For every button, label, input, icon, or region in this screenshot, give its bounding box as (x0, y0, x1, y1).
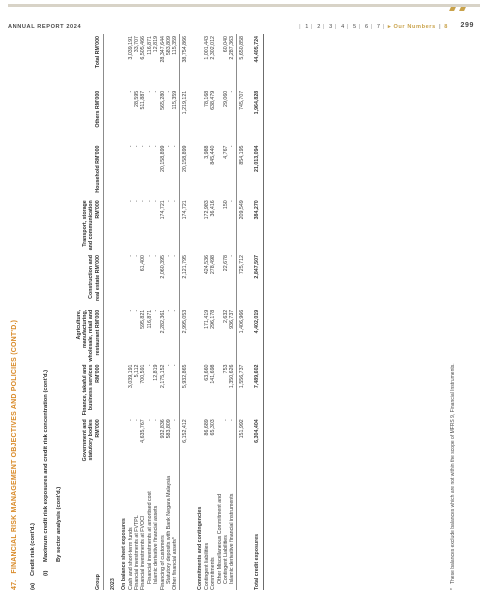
cell-value: 172,983 (203, 200, 210, 220)
cell-value: - (166, 364, 173, 367)
cell-value: 700,591 (140, 364, 147, 384)
cell-value: 29,060 (222, 90, 229, 107)
subsection-a-heading (30, 523, 36, 590)
row-label: Other Miscellaneous Commitment and Contingent Liabilities (216, 493, 229, 584)
cell-value: - (146, 419, 153, 422)
cell-value: - (127, 90, 134, 93)
cell-value: - (140, 200, 147, 203)
cell-value: - (146, 255, 153, 257)
cell-value: - (153, 200, 160, 203)
total-credit-exposures-row (251, 34, 263, 590)
cell-value: - (153, 419, 160, 422)
cell-value: - (153, 145, 160, 148)
cell-value: 745,707 (236, 89, 251, 144)
cell-value: - (229, 255, 236, 257)
cell-value: - (146, 145, 153, 148)
rotated-page-content (12, 30, 457, 590)
cell-value: 2,282,361 (159, 309, 166, 334)
row-label: Financing of customers (159, 535, 166, 590)
cell-value: 28,347,644 (159, 36, 166, 63)
nav-item-7[interactable]: 7 (376, 24, 381, 30)
table-row (217, 34, 230, 590)
nav-item-1[interactable]: 1 (305, 24, 310, 30)
column-header: Agriculture, manufacturing, wholesale, retail and restaurant RM'000 (76, 308, 103, 363)
cell-value: 33,707 (134, 36, 141, 53)
cell-value: - (222, 419, 229, 422)
cell-value: 845,440 (210, 145, 217, 165)
cell-value: 116,871 (146, 309, 153, 329)
cell-value: 583,809 (166, 36, 173, 56)
table-body (103, 34, 263, 590)
row-label (236, 472, 251, 590)
cell-value: 1,406,966 (236, 308, 251, 363)
cell-value: 932,836 (159, 419, 166, 439)
row-label: Financial investments at FVTPL (134, 515, 141, 590)
on-balance-title: On balance sheet exposures (121, 518, 128, 590)
chevron-right-icon: ▸ (387, 24, 392, 30)
nav-current-label: Our Numbers (393, 24, 436, 30)
cell-value: - (172, 419, 179, 422)
cell-value: 28,595 (134, 90, 141, 107)
cell-value: 209,549 (236, 198, 251, 253)
report-title: ANNUAL REPORT 2024 (8, 24, 82, 30)
sector-exposure-table (76, 34, 264, 590)
column-header: Construction and real estate RM'000 (76, 253, 103, 308)
cell-value: - (229, 90, 236, 93)
cell-value: - (127, 255, 134, 257)
cell-value: 4,767 (222, 145, 229, 159)
sector-analysis-heading: By sector analysis (cont'd.) (56, 486, 62, 562)
cell-value: 6,304,404 (251, 417, 263, 472)
group-header: Group (76, 472, 103, 590)
footnote (450, 363, 456, 590)
cell-value: 6,505,466 (140, 36, 147, 60)
cell-value: - (134, 419, 141, 422)
cell-value: 5,932,865 (179, 363, 194, 418)
cell-value: 1,350,626 (229, 364, 236, 389)
cell-value: - (134, 309, 141, 312)
cell-value: - (172, 364, 179, 367)
cell-value: 565,280 (159, 90, 166, 110)
subsection-a-marker: (a) (30, 582, 36, 590)
cell-value: - (127, 200, 134, 203)
row-label: Financial investments at FVOCI (140, 515, 147, 590)
table-header-row (76, 34, 103, 590)
nav-item-4[interactable]: 4 (341, 24, 345, 30)
row-label: Total credit exposures (251, 472, 263, 590)
cell-value: 2,060,395 (159, 255, 166, 279)
cell-value: 3,039,191 (127, 36, 134, 60)
subsection-i-marker: (i) (43, 570, 49, 576)
cell-value: 78,168 (203, 90, 210, 107)
cell-value: 2,995,053 (179, 308, 194, 363)
cell-value: 2,287,363 (229, 36, 236, 60)
cell-value: 174,721 (179, 198, 194, 253)
cell-value: - (153, 309, 160, 312)
cell-value: 1,964,828 (251, 89, 263, 144)
cell-value: 2,847,507 (251, 253, 263, 308)
cell-value: 1,556,737 (236, 363, 251, 418)
cell-value: 2,175,152 (159, 364, 166, 389)
cell-value: - (172, 255, 179, 257)
cell-value: 4,402,019 (251, 308, 263, 363)
cell-value: 384,270 (251, 198, 263, 253)
cell-value: 595,821 (140, 309, 147, 329)
cell-value: 22,678 (222, 255, 229, 272)
cell-value: - (134, 200, 141, 203)
cell-value: 3,039,191 (127, 364, 134, 389)
cell-value: - (166, 309, 173, 312)
cell-value: 854,195 (236, 144, 251, 199)
cell-value: 44,405,724 (251, 34, 263, 89)
cell-value: - (153, 255, 160, 257)
cell-value: - (172, 200, 179, 203)
cell-value: 151,992 (236, 417, 251, 472)
column-header: Transport, storage and communication RM'000 (76, 198, 103, 253)
note-number: 47. (11, 579, 18, 590)
cell-value: 2,632 (222, 309, 229, 324)
cell-value: 141,698 (210, 364, 217, 384)
cell-value: 278,498 (210, 255, 217, 275)
nav-item-2[interactable]: 2 (317, 24, 321, 30)
cell-value: - (172, 309, 179, 312)
row-label: Contingent liabilities (203, 542, 210, 590)
nav-current-number: 8 (444, 24, 448, 30)
cell-value: 86,689 (203, 419, 210, 436)
subsection-i-heading (43, 370, 49, 576)
commitments-section-label: Commitments and contingencies (197, 506, 204, 590)
nav-item-6[interactable]: 6 (364, 24, 369, 30)
cell-value: 38,754,866 (179, 34, 194, 89)
row-label: Commitments (210, 557, 217, 590)
cell-value: 5,112 (134, 364, 141, 378)
cell-value: 61,400 (140, 255, 147, 272)
section-nav: | 1 | 2 | 3 | 4 | 5 | 6 | 7 | ▸ Our Numbers | 8 (299, 24, 448, 30)
nav-item-3[interactable]: 3 (329, 24, 333, 30)
cell-value: - (146, 200, 153, 203)
row-label: Other financial assets* (172, 537, 179, 590)
on-balance-subtotal-row (179, 34, 194, 590)
cell-value: 1,219,121 (179, 89, 194, 144)
note-title (12, 320, 18, 590)
cell-value: - (146, 90, 153, 93)
cell-value: 60,040 (222, 36, 229, 53)
cell-value: 174,721 (159, 200, 166, 220)
table-row (172, 34, 179, 590)
footnote-text: These balances exclude balances which are not within the scope of MFRS 9, Financial Instruments. (450, 363, 456, 585)
cell-value: - (229, 419, 236, 422)
column-header: Total RM'000 (76, 34, 103, 89)
cell-value: 936,737 (229, 309, 236, 329)
cell-value: 115,359 (172, 36, 179, 55)
cell-value: 65,303 (210, 419, 217, 436)
cell-value: - (146, 364, 153, 367)
cell-value: 21,013,094 (251, 144, 263, 199)
footnote-mark: * (450, 588, 456, 590)
cell-value: - (134, 255, 141, 257)
cell-value: 115,359 (172, 90, 179, 110)
cell-value: - (153, 90, 160, 93)
note-title-text: FINANCIAL RISK MANAGEMENT OBJECTIVES AND POLICIES (CONT'D.) (11, 319, 18, 574)
subsection-i-title: Maximum credit risk exposures and credit risk concentration (cont'd.) (43, 369, 49, 562)
cell-value: - (166, 200, 173, 203)
nav-item-5[interactable]: 5 (353, 24, 357, 30)
row-label: Islamic derivative financial instruments (229, 493, 236, 584)
top-rule (8, 4, 480, 7)
cell-value: - (229, 145, 236, 148)
cell-value: 6,152,412 (179, 417, 194, 472)
cell-value: 116,871 (146, 36, 153, 55)
cell-value: 20,158,899 (159, 145, 166, 173)
row-label: Cash and short-term funds (127, 527, 134, 590)
cell-value: 638,479 (210, 90, 217, 110)
cell-value: - (166, 90, 173, 93)
cell-value: 2,302,012 (210, 36, 217, 60)
page-number: 299 (460, 22, 474, 29)
cell-value: 296,178 (210, 309, 217, 329)
cell-value: 171,419 (203, 309, 210, 329)
cell-value: 2,121,795 (179, 253, 194, 308)
nav-item-current[interactable]: ▸ Our Numbers | 8 (387, 24, 448, 30)
cell-value: - (140, 145, 147, 148)
cell-value: 7,489,602 (251, 363, 263, 418)
column-header: Finance, takaful and business services RM'000 (76, 363, 103, 418)
column-header: Others RM'000 (76, 89, 103, 144)
cell-value: - (166, 145, 173, 148)
row-label: Statutory deposits with Bank Negara Malaysia (166, 475, 173, 584)
cell-value: 511,887 (140, 90, 147, 110)
cell-value: - (127, 309, 134, 312)
cell-value: - (166, 255, 173, 257)
subsection-a-title: Credit risk (cont'd.) (30, 523, 36, 576)
commitments-section (194, 34, 203, 590)
cell-value: 3,988 (203, 145, 210, 159)
cell-value: 12,819 (153, 36, 160, 53)
cell-value: 63,660 (203, 364, 210, 381)
column-header: Household RM'000 (76, 144, 103, 199)
cell-value: - (134, 145, 141, 148)
cell-value: 36,416 (210, 200, 217, 217)
year-label: 2023 (109, 578, 116, 590)
cell-value: 150 (222, 200, 229, 210)
cell-value: 5,650,858 (236, 34, 251, 89)
commitments-subtotal-row (236, 34, 251, 590)
cell-value: 725,712 (236, 253, 251, 308)
cell-value: 1,001,443 (203, 36, 210, 60)
cell-value: 20,158,899 (179, 144, 194, 199)
cell-value: 424,536 (203, 255, 210, 275)
cell-value: 583,809 (166, 419, 173, 439)
cell-value: 12,819 (153, 364, 160, 381)
cell-value: - (172, 145, 179, 148)
cell-value: 753 (222, 364, 229, 374)
cell-value: - (127, 145, 134, 148)
row-label: Islamic derivative financial assets (153, 505, 160, 584)
brand-mark-icon (448, 7, 470, 13)
cell-value: 4,635,767 (140, 419, 147, 443)
row-label (179, 472, 194, 590)
column-header: Government and statutory bodies RM'000 (76, 417, 103, 472)
row-label: Financial investments at amortised cost (146, 491, 153, 584)
cell-value: - (229, 200, 236, 203)
section-row (118, 34, 127, 590)
table-row (229, 34, 236, 590)
cell-value: - (127, 419, 134, 422)
year-row (103, 34, 118, 590)
